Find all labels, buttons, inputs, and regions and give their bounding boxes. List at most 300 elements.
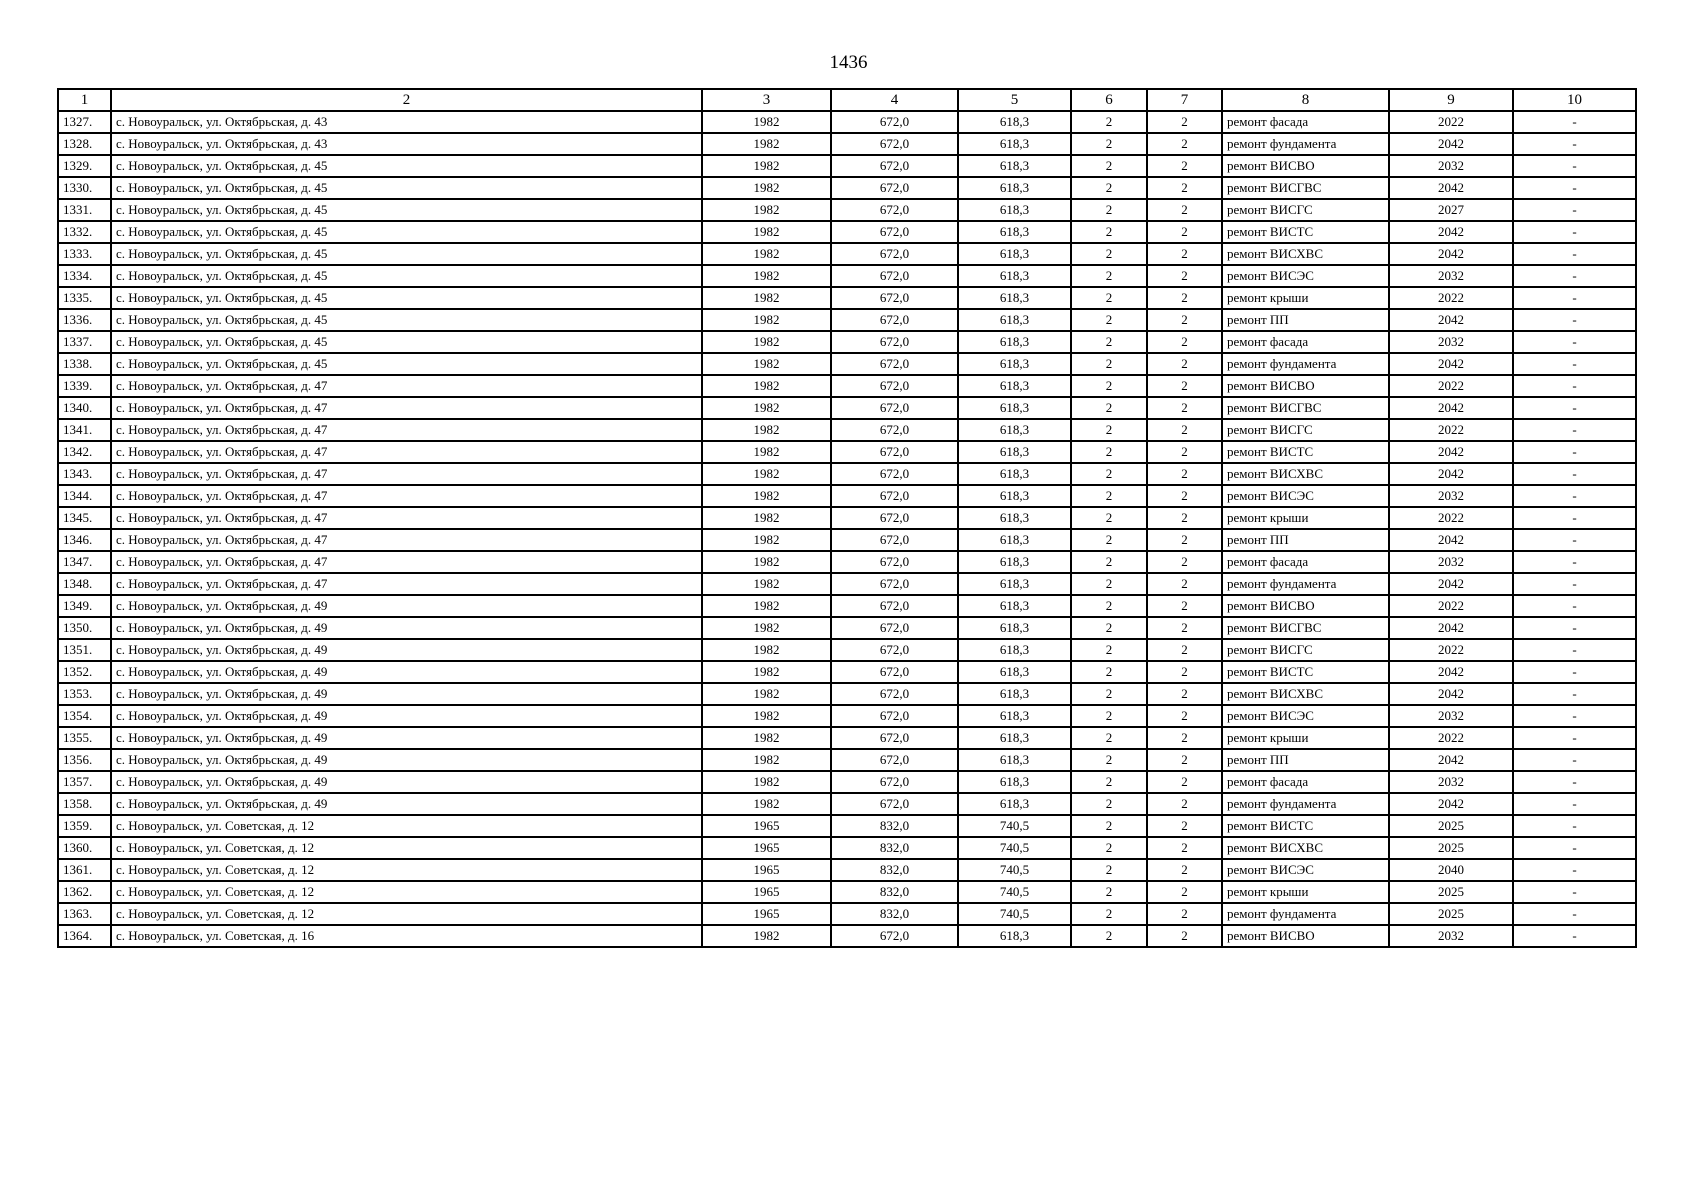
address-cell: с. Новоуральск, ул. Октябрьская, д. 49 (111, 595, 702, 617)
table-row (58, 221, 1636, 243)
planned-year-cell: 2042 (1389, 793, 1513, 815)
living-area-cell: 618,3 (958, 265, 1071, 287)
note-cell: - (1513, 639, 1636, 661)
row-number: 1332. (58, 221, 111, 243)
entrances-cell: 2 (1147, 771, 1222, 793)
row-number: 1346. (58, 529, 111, 551)
entrances-cell: 2 (1147, 793, 1222, 815)
living-area-cell: 618,3 (958, 287, 1071, 309)
address-cell: с. Новоуральск, ул. Октябрьская, д. 49 (111, 727, 702, 749)
table-row (58, 199, 1636, 221)
floors-cell: 2 (1071, 639, 1147, 661)
floors-cell: 2 (1071, 881, 1147, 903)
column-header: 2 (111, 89, 702, 111)
total-area-cell: 832,0 (831, 859, 958, 881)
year-cell: 1982 (702, 419, 831, 441)
living-area-cell: 740,5 (958, 837, 1071, 859)
year-cell: 1965 (702, 859, 831, 881)
row-number: 1340. (58, 397, 111, 419)
row-number: 1342. (58, 441, 111, 463)
note-cell: - (1513, 771, 1636, 793)
column-header: 7 (1147, 89, 1222, 111)
total-area-cell: 672,0 (831, 551, 958, 573)
total-area-cell: 672,0 (831, 287, 958, 309)
note-cell: - (1513, 221, 1636, 243)
note-cell: - (1513, 837, 1636, 859)
address-cell: с. Новоуральск, ул. Октябрьская, д. 45 (111, 331, 702, 353)
address-cell: с. Новоуральск, ул. Октябрьская, д. 49 (111, 749, 702, 771)
work-type-cell: ремонт ВИСТС (1222, 661, 1389, 683)
year-cell: 1982 (702, 793, 831, 815)
row-number: 1330. (58, 177, 111, 199)
address-cell: с. Новоуральск, ул. Советская, д. 12 (111, 837, 702, 859)
living-area-cell: 618,3 (958, 419, 1071, 441)
total-area-cell: 672,0 (831, 727, 958, 749)
living-area-cell: 740,5 (958, 881, 1071, 903)
entrances-cell: 2 (1147, 859, 1222, 881)
planned-year-cell: 2025 (1389, 837, 1513, 859)
planned-year-cell: 2042 (1389, 397, 1513, 419)
floors-cell: 2 (1071, 463, 1147, 485)
entrances-cell: 2 (1147, 111, 1222, 133)
entrances-cell: 2 (1147, 133, 1222, 155)
floors-cell: 2 (1071, 221, 1147, 243)
table-row (58, 683, 1636, 705)
row-number: 1363. (58, 903, 111, 925)
address-cell: с. Новоуральск, ул. Октябрьская, д. 47 (111, 397, 702, 419)
floors-cell: 2 (1071, 617, 1147, 639)
address-cell: с. Новоуральск, ул. Советская, д. 12 (111, 815, 702, 837)
note-cell: - (1513, 441, 1636, 463)
entrances-cell: 2 (1147, 925, 1222, 947)
row-number: 1360. (58, 837, 111, 859)
total-area-cell: 672,0 (831, 243, 958, 265)
total-area-cell: 672,0 (831, 309, 958, 331)
note-cell: - (1513, 177, 1636, 199)
total-area-cell: 672,0 (831, 353, 958, 375)
work-type-cell: ремонт ВИСГС (1222, 199, 1389, 221)
column-header: 9 (1389, 89, 1513, 111)
address-cell: с. Новоуральск, ул. Советская, д. 16 (111, 925, 702, 947)
planned-year-cell: 2027 (1389, 199, 1513, 221)
row-number: 1349. (58, 595, 111, 617)
entrances-cell: 2 (1147, 419, 1222, 441)
work-type-cell: ремонт ВИСГВС (1222, 617, 1389, 639)
address-cell: с. Новоуральск, ул. Советская, д. 12 (111, 881, 702, 903)
year-cell: 1982 (702, 155, 831, 177)
living-area-cell: 618,3 (958, 133, 1071, 155)
row-number: 1333. (58, 243, 111, 265)
table-row (58, 309, 1636, 331)
note-cell: - (1513, 683, 1636, 705)
living-area-cell: 618,3 (958, 617, 1071, 639)
living-area-cell: 618,3 (958, 375, 1071, 397)
total-area-cell: 832,0 (831, 815, 958, 837)
floors-cell: 2 (1071, 243, 1147, 265)
work-type-cell: ремонт крыши (1222, 727, 1389, 749)
row-number: 1350. (58, 617, 111, 639)
planned-year-cell: 2042 (1389, 133, 1513, 155)
work-type-cell: ремонт фасада (1222, 111, 1389, 133)
row-number: 1362. (58, 881, 111, 903)
living-area-cell: 618,3 (958, 221, 1071, 243)
note-cell: - (1513, 705, 1636, 727)
row-number: 1356. (58, 749, 111, 771)
floors-cell: 2 (1071, 551, 1147, 573)
year-cell: 1982 (702, 683, 831, 705)
table-row (58, 331, 1636, 353)
row-number: 1347. (58, 551, 111, 573)
living-area-cell: 618,3 (958, 441, 1071, 463)
work-type-cell: ремонт ПП (1222, 529, 1389, 551)
work-type-cell: ремонт ВИСЭС (1222, 485, 1389, 507)
total-area-cell: 672,0 (831, 771, 958, 793)
note-cell: - (1513, 859, 1636, 881)
total-area-cell: 672,0 (831, 111, 958, 133)
table-row (58, 639, 1636, 661)
planned-year-cell: 2032 (1389, 705, 1513, 727)
table-row (58, 661, 1636, 683)
table-row (58, 595, 1636, 617)
note-cell: - (1513, 375, 1636, 397)
address-cell: с. Новоуральск, ул. Октябрьская, д. 45 (111, 177, 702, 199)
planned-year-cell: 2042 (1389, 529, 1513, 551)
floors-cell: 2 (1071, 375, 1147, 397)
total-area-cell: 672,0 (831, 793, 958, 815)
entrances-cell: 2 (1147, 309, 1222, 331)
floors-cell: 2 (1071, 309, 1147, 331)
planned-year-cell: 2022 (1389, 111, 1513, 133)
year-cell: 1982 (702, 441, 831, 463)
row-number: 1358. (58, 793, 111, 815)
row-number: 1354. (58, 705, 111, 727)
entrances-cell: 2 (1147, 507, 1222, 529)
year-cell: 1982 (702, 133, 831, 155)
floors-cell: 2 (1071, 331, 1147, 353)
living-area-cell: 618,3 (958, 309, 1071, 331)
living-area-cell: 618,3 (958, 243, 1071, 265)
table-row (58, 419, 1636, 441)
living-area-cell: 618,3 (958, 331, 1071, 353)
year-cell: 1982 (702, 485, 831, 507)
living-area-cell: 618,3 (958, 595, 1071, 617)
floors-cell: 2 (1071, 265, 1147, 287)
entrances-cell: 2 (1147, 815, 1222, 837)
entrances-cell: 2 (1147, 463, 1222, 485)
total-area-cell: 672,0 (831, 441, 958, 463)
work-type-cell: ремонт ВИСГС (1222, 639, 1389, 661)
column-header: 10 (1513, 89, 1636, 111)
work-type-cell: ремонт крыши (1222, 507, 1389, 529)
entrances-cell: 2 (1147, 683, 1222, 705)
living-area-cell: 618,3 (958, 551, 1071, 573)
living-area-cell: 618,3 (958, 925, 1071, 947)
entrances-cell: 2 (1147, 903, 1222, 925)
planned-year-cell: 2022 (1389, 595, 1513, 617)
table-row (58, 617, 1636, 639)
table-row (58, 727, 1636, 749)
total-area-cell: 672,0 (831, 397, 958, 419)
year-cell: 1982 (702, 353, 831, 375)
floors-cell: 2 (1071, 419, 1147, 441)
year-cell: 1982 (702, 617, 831, 639)
row-number: 1331. (58, 199, 111, 221)
address-cell: с. Новоуральск, ул. Октябрьская, д. 49 (111, 705, 702, 727)
year-cell: 1982 (702, 639, 831, 661)
work-type-cell: ремонт ВИСВО (1222, 155, 1389, 177)
note-cell: - (1513, 661, 1636, 683)
row-number: 1361. (58, 859, 111, 881)
floors-cell: 2 (1071, 661, 1147, 683)
column-header: 1 (58, 89, 111, 111)
row-number: 1341. (58, 419, 111, 441)
row-number: 1337. (58, 331, 111, 353)
note-cell: - (1513, 419, 1636, 441)
capital-repair-table (57, 88, 1637, 948)
entrances-cell: 2 (1147, 749, 1222, 771)
work-type-cell: ремонт ВИСГВС (1222, 177, 1389, 199)
address-cell: с. Новоуральск, ул. Октябрьская, д. 45 (111, 155, 702, 177)
planned-year-cell: 2025 (1389, 903, 1513, 925)
entrances-cell: 2 (1147, 661, 1222, 683)
table-row (58, 925, 1636, 947)
planned-year-cell: 2042 (1389, 221, 1513, 243)
entrances-cell: 2 (1147, 397, 1222, 419)
address-cell: с. Новоуральск, ул. Октябрьская, д. 49 (111, 793, 702, 815)
note-cell: - (1513, 287, 1636, 309)
year-cell: 1965 (702, 881, 831, 903)
planned-year-cell: 2042 (1389, 309, 1513, 331)
address-cell: с. Новоуральск, ул. Октябрьская, д. 45 (111, 265, 702, 287)
note-cell: - (1513, 265, 1636, 287)
year-cell: 1982 (702, 705, 831, 727)
page-number: 1436 (829, 52, 868, 73)
note-cell: - (1513, 353, 1636, 375)
year-cell: 1982 (702, 287, 831, 309)
year-cell: 1982 (702, 595, 831, 617)
year-cell: 1982 (702, 375, 831, 397)
row-number: 1329. (58, 155, 111, 177)
work-type-cell: ремонт ВИСЭС (1222, 705, 1389, 727)
total-area-cell: 672,0 (831, 925, 958, 947)
year-cell: 1982 (702, 661, 831, 683)
floors-cell: 2 (1071, 155, 1147, 177)
living-area-cell: 618,3 (958, 463, 1071, 485)
table-row (58, 287, 1636, 309)
total-area-cell: 672,0 (831, 133, 958, 155)
total-area-cell: 672,0 (831, 573, 958, 595)
total-area-cell: 672,0 (831, 507, 958, 529)
entrances-cell: 2 (1147, 243, 1222, 265)
floors-cell: 2 (1071, 441, 1147, 463)
work-type-cell: ремонт ВИСТС (1222, 441, 1389, 463)
year-cell: 1982 (702, 551, 831, 573)
work-type-cell: ремонт ВИСЭС (1222, 265, 1389, 287)
planned-year-cell: 2042 (1389, 573, 1513, 595)
total-area-cell: 832,0 (831, 903, 958, 925)
planned-year-cell: 2042 (1389, 617, 1513, 639)
table-row (58, 155, 1636, 177)
column-header: 5 (958, 89, 1071, 111)
column-header: 6 (1071, 89, 1147, 111)
planned-year-cell: 2022 (1389, 507, 1513, 529)
planned-year-cell: 2042 (1389, 441, 1513, 463)
floors-cell: 2 (1071, 837, 1147, 859)
entrances-cell: 2 (1147, 155, 1222, 177)
address-cell: с. Новоуральск, ул. Октябрьская, д. 47 (111, 485, 702, 507)
year-cell: 1982 (702, 507, 831, 529)
table-row (58, 771, 1636, 793)
column-header: 4 (831, 89, 958, 111)
planned-year-cell: 2042 (1389, 749, 1513, 771)
total-area-cell: 672,0 (831, 419, 958, 441)
floors-cell: 2 (1071, 199, 1147, 221)
planned-year-cell: 2022 (1389, 639, 1513, 661)
year-cell: 1982 (702, 309, 831, 331)
table-row (58, 133, 1636, 155)
total-area-cell: 832,0 (831, 837, 958, 859)
floors-cell: 2 (1071, 903, 1147, 925)
entrances-cell: 2 (1147, 727, 1222, 749)
note-cell: - (1513, 595, 1636, 617)
table-row (58, 881, 1636, 903)
note-cell: - (1513, 463, 1636, 485)
floors-cell: 2 (1071, 705, 1147, 727)
living-area-cell: 618,3 (958, 155, 1071, 177)
table-row (58, 243, 1636, 265)
address-cell: с. Новоуральск, ул. Октябрьская, д. 47 (111, 419, 702, 441)
total-area-cell: 832,0 (831, 881, 958, 903)
address-cell: с. Новоуральск, ул. Октябрьская, д. 45 (111, 243, 702, 265)
address-cell: с. Новоуральск, ул. Октябрьская, д. 43 (111, 111, 702, 133)
year-cell: 1982 (702, 243, 831, 265)
row-number: 1334. (58, 265, 111, 287)
entrances-cell: 2 (1147, 177, 1222, 199)
living-area-cell: 618,3 (958, 507, 1071, 529)
note-cell: - (1513, 133, 1636, 155)
floors-cell: 2 (1071, 925, 1147, 947)
table-row (58, 397, 1636, 419)
planned-year-cell: 2032 (1389, 551, 1513, 573)
table-row (58, 793, 1636, 815)
note-cell: - (1513, 507, 1636, 529)
year-cell: 1965 (702, 837, 831, 859)
floors-cell: 2 (1071, 859, 1147, 881)
entrances-cell: 2 (1147, 485, 1222, 507)
work-type-cell: ремонт фундамента (1222, 793, 1389, 815)
year-cell: 1982 (702, 771, 831, 793)
total-area-cell: 672,0 (831, 595, 958, 617)
address-cell: с. Новоуральск, ул. Октябрьская, д. 49 (111, 661, 702, 683)
address-cell: с. Новоуральск, ул. Октябрьская, д. 47 (111, 529, 702, 551)
address-cell: с. Новоуральск, ул. Октябрьская, д. 47 (111, 463, 702, 485)
entrances-cell: 2 (1147, 265, 1222, 287)
address-cell: с. Новоуральск, ул. Октябрьская, д. 45 (111, 309, 702, 331)
address-cell: с. Новоуральск, ул. Октябрьская, д. 47 (111, 441, 702, 463)
note-cell: - (1513, 617, 1636, 639)
work-type-cell: ремонт фундамента (1222, 903, 1389, 925)
address-cell: с. Новоуральск, ул. Октябрьская, д. 47 (111, 573, 702, 595)
living-area-cell: 618,3 (958, 661, 1071, 683)
row-number: 1343. (58, 463, 111, 485)
floors-cell: 2 (1071, 287, 1147, 309)
note-cell: - (1513, 111, 1636, 133)
living-area-cell: 740,5 (958, 815, 1071, 837)
work-type-cell: ремонт фундамента (1222, 573, 1389, 595)
floors-cell: 2 (1071, 485, 1147, 507)
table-row (58, 573, 1636, 595)
note-cell: - (1513, 881, 1636, 903)
planned-year-cell: 2032 (1389, 265, 1513, 287)
planned-year-cell: 2042 (1389, 463, 1513, 485)
row-number: 1359. (58, 815, 111, 837)
work-type-cell: ремонт ВИСВО (1222, 595, 1389, 617)
entrances-cell: 2 (1147, 353, 1222, 375)
year-cell: 1982 (702, 265, 831, 287)
row-number: 1335. (58, 287, 111, 309)
entrances-cell: 2 (1147, 331, 1222, 353)
work-type-cell: ремонт фасада (1222, 771, 1389, 793)
total-area-cell: 672,0 (831, 617, 958, 639)
year-cell: 1982 (702, 529, 831, 551)
planned-year-cell: 2032 (1389, 925, 1513, 947)
year-cell: 1982 (702, 463, 831, 485)
year-cell: 1982 (702, 573, 831, 595)
living-area-cell: 618,3 (958, 749, 1071, 771)
total-area-cell: 672,0 (831, 529, 958, 551)
work-type-cell: ремонт фасада (1222, 551, 1389, 573)
total-area-cell: 672,0 (831, 177, 958, 199)
living-area-cell: 618,3 (958, 573, 1071, 595)
entrances-cell: 2 (1147, 441, 1222, 463)
floors-cell: 2 (1071, 573, 1147, 595)
table-row (58, 463, 1636, 485)
row-number: 1364. (58, 925, 111, 947)
planned-year-cell: 2022 (1389, 375, 1513, 397)
work-type-cell: ремонт ВИСТС (1222, 221, 1389, 243)
row-number: 1351. (58, 639, 111, 661)
planned-year-cell: 2032 (1389, 155, 1513, 177)
note-cell: - (1513, 243, 1636, 265)
planned-year-cell: 2025 (1389, 815, 1513, 837)
living-area-cell: 740,5 (958, 903, 1071, 925)
table-row (58, 551, 1636, 573)
floors-cell: 2 (1071, 683, 1147, 705)
floors-cell: 2 (1071, 595, 1147, 617)
planned-year-cell: 2025 (1389, 881, 1513, 903)
note-cell: - (1513, 397, 1636, 419)
row-number: 1339. (58, 375, 111, 397)
year-cell: 1982 (702, 221, 831, 243)
living-area-cell: 618,3 (958, 485, 1071, 507)
table-row (58, 529, 1636, 551)
row-number: 1355. (58, 727, 111, 749)
floors-cell: 2 (1071, 749, 1147, 771)
row-number: 1345. (58, 507, 111, 529)
year-cell: 1982 (702, 727, 831, 749)
planned-year-cell: 2032 (1389, 331, 1513, 353)
entrances-cell: 2 (1147, 639, 1222, 661)
living-area-cell: 618,3 (958, 639, 1071, 661)
total-area-cell: 672,0 (831, 485, 958, 507)
address-cell: с. Новоуральск, ул. Октябрьская, д. 47 (111, 507, 702, 529)
year-cell: 1965 (702, 815, 831, 837)
work-type-cell: ремонт ВИСХВС (1222, 243, 1389, 265)
floors-cell: 2 (1071, 111, 1147, 133)
total-area-cell: 672,0 (831, 221, 958, 243)
address-cell: с. Новоуральск, ул. Октябрьская, д. 43 (111, 133, 702, 155)
work-type-cell: ремонт фасада (1222, 331, 1389, 353)
